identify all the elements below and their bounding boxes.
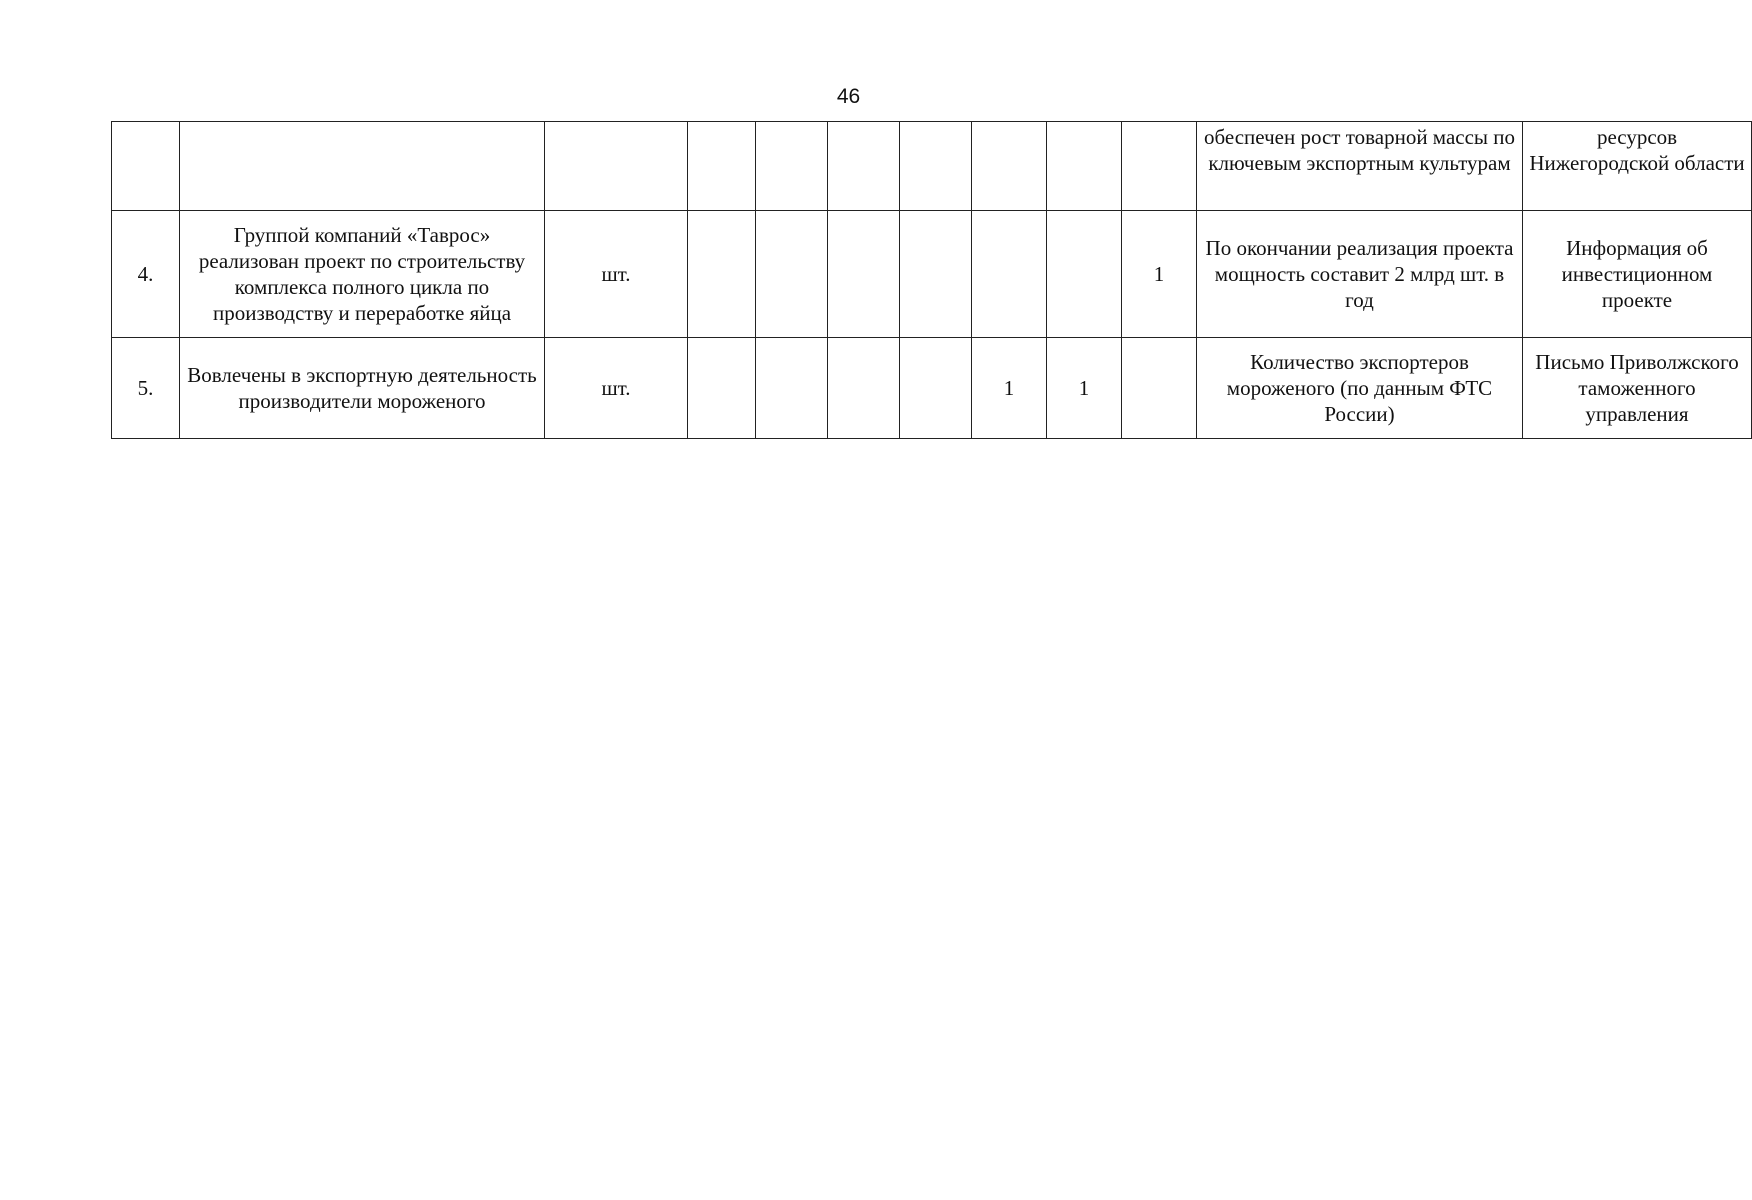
table-row <box>112 211 1752 338</box>
indicator-cell: Группой компаний «Таврос» реализован проект по строительству комплекса полного цикла по производству и переработке яйца <box>180 211 545 338</box>
value-cell <box>688 211 756 338</box>
value-cell <box>1122 338 1197 439</box>
value-cell <box>756 122 828 211</box>
value-cell <box>828 338 900 439</box>
unit-cell: шт. <box>545 338 688 439</box>
row-number-cell: 5. <box>112 338 180 439</box>
value-cell: 1 <box>1047 338 1122 439</box>
indicator-cell <box>180 122 545 211</box>
value-cell <box>1047 211 1122 338</box>
value-cell <box>972 122 1047 211</box>
source-cell: Письмо Приволжского таможенного управления <box>1523 338 1752 439</box>
value-cell <box>900 211 972 338</box>
value-cell <box>900 338 972 439</box>
table-row <box>112 122 1752 211</box>
value-cell: 1 <box>972 338 1047 439</box>
data-table <box>111 121 1752 439</box>
value-cell <box>828 122 900 211</box>
value-cell <box>756 211 828 338</box>
comment-cell: По окончании реализация проекта мощность составит 2 млрд шт. в год <box>1197 211 1523 338</box>
comment-cell: Количество экспортеров мороженого (по данным ФТС России) <box>1197 338 1523 439</box>
unit-cell: шт. <box>545 211 688 338</box>
table-row <box>112 338 1752 439</box>
comment-cell: обеспечен рост товарной массы по ключевым экспортным культурам <box>1197 122 1523 211</box>
source-cell: Информация об инвестиционном проекте <box>1523 211 1752 338</box>
row-number-cell: 4. <box>112 211 180 338</box>
value-cell <box>688 122 756 211</box>
page-number: 46 <box>836 85 861 108</box>
unit-cell <box>545 122 688 211</box>
value-cell <box>688 338 756 439</box>
value-cell <box>828 211 900 338</box>
value-cell <box>1122 122 1197 211</box>
indicator-cell: Вовлечены в экспортную деятельность производители мороженого <box>180 338 545 439</box>
value-cell <box>972 211 1047 338</box>
value-cell <box>900 122 972 211</box>
source-cell: ресурсов Нижегородской области <box>1523 122 1752 211</box>
value-cell: 1 <box>1122 211 1197 338</box>
value-cell <box>756 338 828 439</box>
value-cell <box>1047 122 1122 211</box>
row-number-cell <box>112 122 180 211</box>
